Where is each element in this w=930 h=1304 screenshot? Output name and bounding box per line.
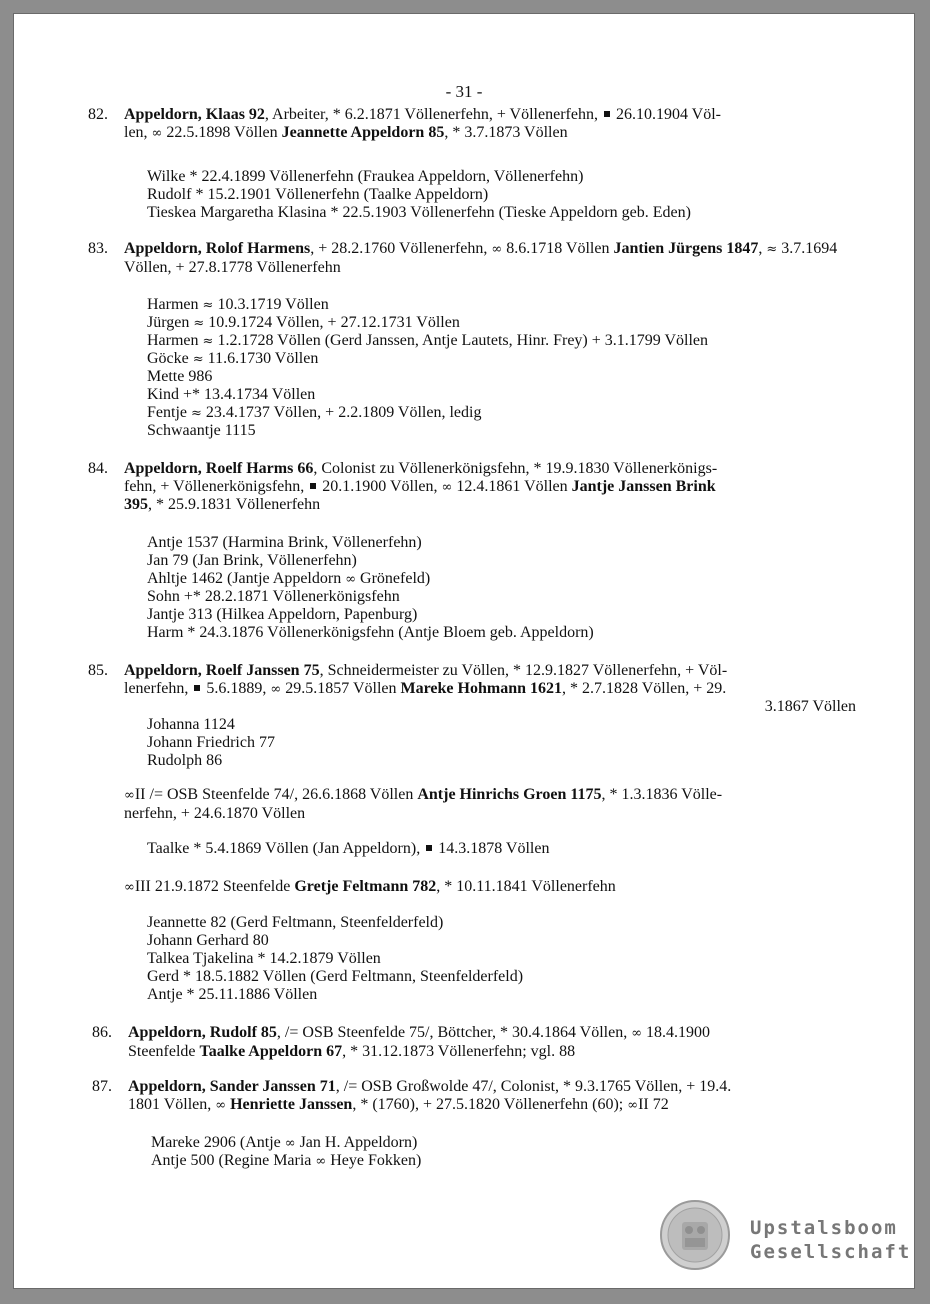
child-line: Rudolf * 15.2.1901 Völlenerfehn (Taalke Appeldorn) xyxy=(147,186,489,203)
child-line: Jantje 313 (Hilkea Appeldorn, Papenburg) xyxy=(147,606,418,623)
child-line: Gerd * 18.5.1882 Völlen (Gerd Feltmann, Steenfelderfeld) xyxy=(147,968,524,985)
entry-87: 87. Appeldorn, Sander Janssen 71, /= OSB Großwolde 47/, Colonist, * 9.3.1765 Völlen, + 19.4. 1801 Völlen, ∞ Henriette Janssen, * (1760), + 27.5.1820 Völlenerfehn (60); ∞II 72 xyxy=(92,1078,732,1113)
entry-number: 83. xyxy=(88,240,108,257)
entry-number: 86. xyxy=(92,1024,112,1041)
burial-icon xyxy=(310,483,316,489)
entry-83 xyxy=(88,240,856,276)
burial-icon xyxy=(194,685,200,691)
entry-number: 87. xyxy=(92,1078,112,1095)
marriage-icon: ∞ xyxy=(345,572,357,587)
child-line: Kind +* 13.4.1734 Völlen xyxy=(147,386,316,403)
spouse-name: Jantje Janssen Brink xyxy=(571,477,716,495)
entry-86: 86. Appeldorn, Rudolf 85, /= OSB Steenfelde 75/, Böttcher, * 30.4.1864 Völlen, ∞ 18.4.1900 Steenfelde Taalke Appeldorn 67, * 31.12.1873 Völlenerfehn; vgl. 88 xyxy=(92,1024,711,1060)
entry-text: 8.6.1718 Völlen xyxy=(502,240,614,257)
entry-text: 12.4.1861 Völlen xyxy=(452,477,572,495)
entry-number: 84. xyxy=(88,460,108,477)
child-line: Rudolph 86 xyxy=(147,752,223,769)
baptism-icon: ≈ xyxy=(191,406,202,421)
child-line: Fentje ≈ 23.4.1737 Völlen, + 2.2.1809 Völlen, ledig xyxy=(147,404,482,421)
child-line: Wilke * 22.4.1899 Völlenerfehn (Fraukea Appeldorn, Völlenerfehn) xyxy=(147,168,584,185)
marriage-icon: ∞ xyxy=(491,242,503,257)
marriage-3: ∞III 21.9.1872 Steenfelde Gretje Feltmann 782, * 10.11.1841 Völlenerfehn xyxy=(124,878,616,895)
page-number: - 31 - xyxy=(445,82,483,101)
entry-text: , * 2.7.1828 Völlen, + 29. xyxy=(562,679,727,697)
child-line: Johanna 1124 xyxy=(147,716,235,733)
entry-84 xyxy=(88,460,856,514)
child-line: Harmen ≈ 10.3.1719 Völlen xyxy=(147,296,329,313)
entry-head: Appeldorn, Sander Janssen 71 xyxy=(128,1078,336,1095)
spouse-name: Antje Hinrichs Groen 1175 xyxy=(417,786,602,803)
child-line: Ahltje 1462 (Jantje Appeldorn ∞ Grönefeld) xyxy=(147,570,431,587)
child-line: Sohn +* 28.2.1871 Völlenerkönigsfehn xyxy=(147,588,400,605)
marriage-icon: ∞ xyxy=(124,788,135,803)
entry-head: Appeldorn, Roelf Janssen 75 xyxy=(124,662,320,679)
entry-head: Appeldorn, Rolof Harmens xyxy=(124,240,311,257)
seal-logo-icon xyxy=(660,1200,730,1270)
spouse-name: Jeannette Appeldorn 85 xyxy=(281,123,445,141)
entry-text: 22.5.1898 Völlen xyxy=(162,123,282,141)
child-line: Mette 986 xyxy=(147,368,213,385)
spouse-ref: 395 xyxy=(124,496,148,513)
baptism-icon: ≈ xyxy=(202,298,214,313)
marriage-icon: ∞ xyxy=(215,1097,227,1113)
marriage-icon: ∞ xyxy=(151,125,163,141)
marriage-icon: ∞ xyxy=(627,1097,639,1113)
entry-text: 5.6.1889, xyxy=(202,679,271,697)
child-line: Mareke 2906 (Antje ∞ Jan H. Appeldorn) xyxy=(151,1134,418,1151)
marriage-icon: ∞ xyxy=(315,1154,327,1169)
entry-85 xyxy=(88,662,856,716)
entry-text: , Arbeiter, * 6.2.1871 Völlenerfehn, + Völlenerfehn, xyxy=(264,106,602,123)
marriage-icon: ∞ xyxy=(284,1136,296,1151)
spouse-name: Taalke Appeldorn 67 xyxy=(199,1042,343,1060)
entry-text: , * 3.7.1873 Völlen xyxy=(444,123,568,141)
spouse-name: Gretje Feltmann 782 xyxy=(294,878,437,895)
baptism-icon: ≈ xyxy=(766,242,778,257)
entry-text: , Schneidermeister zu Völlen, * 12.9.1827 Völlenerfehn, + Völ- xyxy=(319,662,728,679)
spouse-name: Jantien Jürgens 1847 xyxy=(613,240,759,257)
child-line: Jürgen ≈ 10.9.1724 Völlen, + 27.12.1731 Völlen xyxy=(147,314,460,331)
baptism-icon: ≈ xyxy=(193,316,205,331)
entry-text: fehn, + Völlenerkönigsfehn, xyxy=(124,477,309,495)
document-page xyxy=(14,14,914,1288)
child-line: Harmen ≈ 1.2.1728 Völlen (Gerd Janssen, Antje Lautets, Hinr. Frey) + 3.1.1799 Völlen xyxy=(147,332,709,349)
child-line: Johann Gerhard 80 xyxy=(147,932,269,949)
burial-icon xyxy=(426,845,432,851)
child-line: Jeannette 82 (Gerd Feltmann, Steenfelderfeld) xyxy=(147,914,444,931)
child-line: Taalke * 5.4.1869 Völlen (Jan Appeldorn), 14.3.1878 Völlen xyxy=(147,840,550,857)
entry-text: 26.10.1904 Völ- xyxy=(611,106,722,123)
entry-text: lenerfehn, xyxy=(124,679,193,697)
entry-82 xyxy=(88,106,856,142)
child-line: Antje * 25.11.1886 Völlen xyxy=(147,986,318,1003)
marriage-icon: ∞ xyxy=(270,681,282,697)
entry-text: 3.1867 Völlen xyxy=(764,698,856,715)
entry-text: , xyxy=(758,240,767,257)
child-line: Harm * 24.3.1876 Völlenerkönigsfehn (Antje Bloem geb. Appeldorn) xyxy=(147,624,594,641)
entry-text: 3.7.1694 Völlen, + 27.8.1778 Völlenerfehn xyxy=(124,240,838,276)
burial-icon xyxy=(604,111,610,117)
marriage-icon: ∞ xyxy=(441,479,453,495)
child-line: Jan 79 (Jan Brink, Völlenerfehn) xyxy=(147,552,357,569)
entry-head: Appeldorn, Rudolf 85 xyxy=(128,1024,277,1041)
entry-head: Appeldorn, Klaas 92 xyxy=(124,106,265,123)
entry-text: len, xyxy=(124,123,152,141)
baptism-icon: ≈ xyxy=(192,352,204,367)
spouse-name: Mareke Hohmann 1621 xyxy=(400,679,562,697)
child-line: Talkea Tjakelina * 14.2.1879 Völlen xyxy=(147,950,381,967)
child-line: Antje 1537 (Harmina Brink, Völlenerfehn) xyxy=(147,534,422,551)
entry-number: 85. xyxy=(88,662,108,679)
spouse-name: Henriette Janssen xyxy=(230,1095,353,1113)
entry-text: , Colonist zu Völlenerkönigsfehn, * 19.9.1830 Völlenerkönigs- xyxy=(313,460,718,477)
child-line: Göcke ≈ 11.6.1730 Völlen xyxy=(147,350,319,367)
child-line: Schwaantje 1115 xyxy=(147,422,256,439)
entry-text: 20.1.1900 Völlen, xyxy=(318,477,442,495)
entry-text: , * 25.9.1831 Völlenerfehn xyxy=(148,496,321,513)
child-line: Tieskea Margaretha Klasina * 22.5.1903 Völlenerfehn (Tieske Appeldorn geb. Eden) xyxy=(147,204,691,221)
child-line: Antje 500 (Regine Maria ∞ Heye Fokken) xyxy=(151,1152,422,1169)
baptism-icon: ≈ xyxy=(202,334,214,349)
entry-text: 29.5.1857 Völlen xyxy=(281,679,401,697)
child-line: Johann Friedrich 77 xyxy=(147,734,275,751)
marriage-icon: ∞ xyxy=(124,880,135,895)
entry-text: , + 28.2.1760 Völlenerfehn, xyxy=(310,240,492,257)
marriage-icon: ∞ xyxy=(631,1026,643,1041)
entry-head: Appeldorn, Roelf Harms 66 xyxy=(124,460,314,477)
marriage-2: ∞II /= OSB Steenfelde 74/, 26.6.1868 Völlen Antje Hinrichs Groen 1175, * 1.3.1836 Völle- nerfehn, + 24.6.1870 Völlen xyxy=(124,786,723,822)
entry-number: 82. xyxy=(88,106,108,123)
brand-logo: Upstalsboom Gesellschaft xyxy=(750,1217,912,1263)
